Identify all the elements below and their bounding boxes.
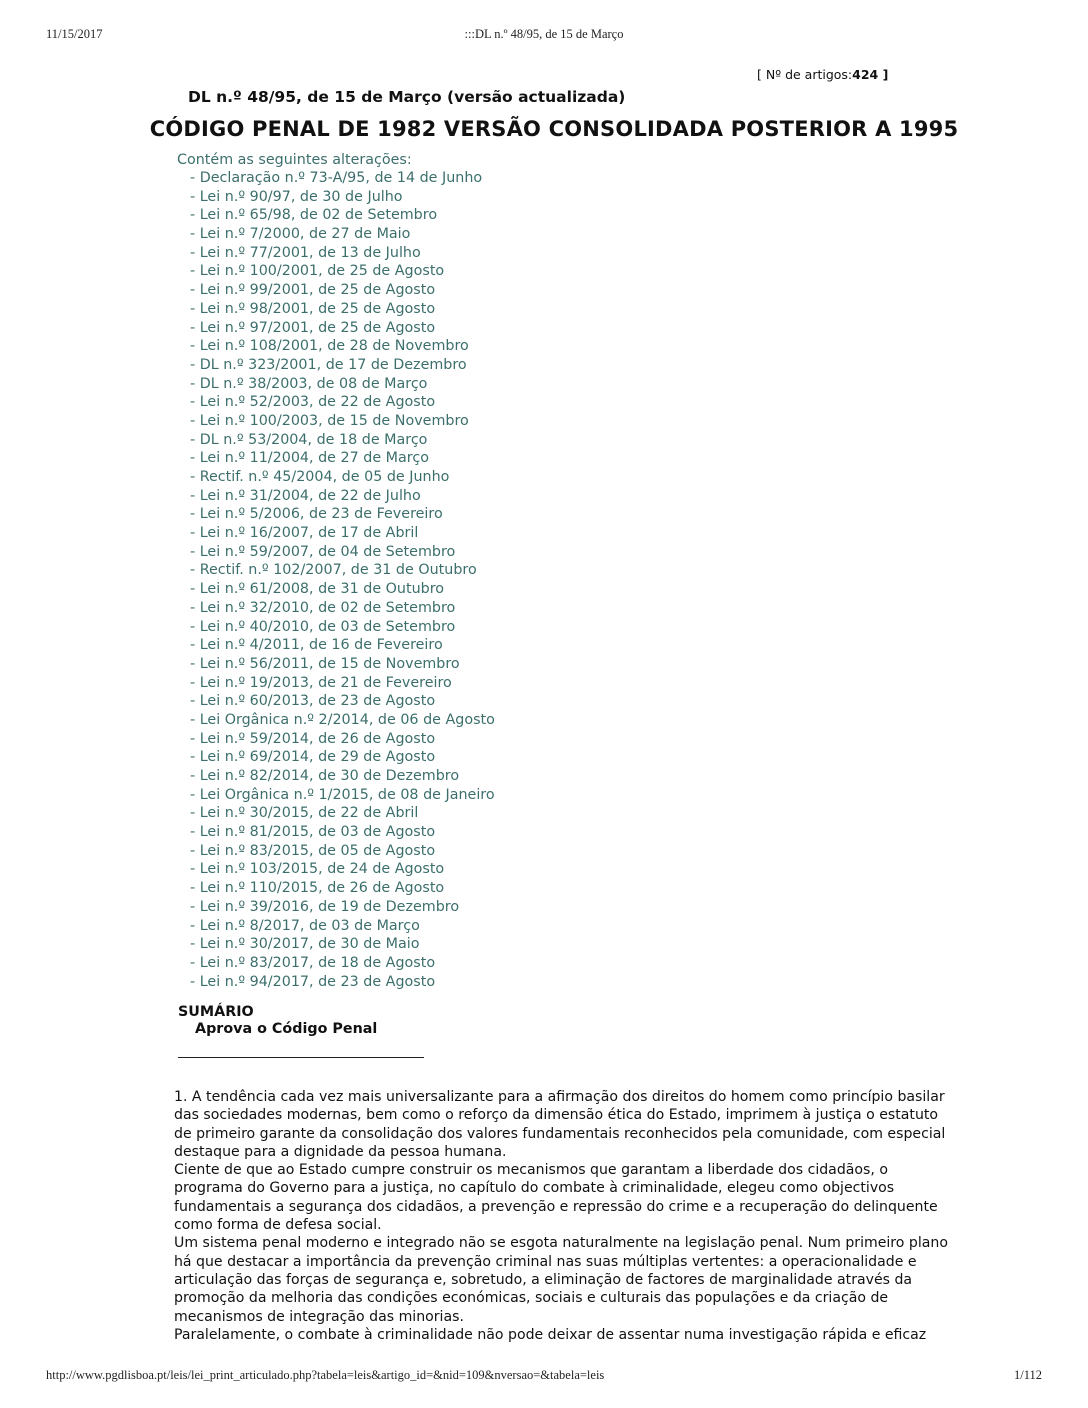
amendment-link[interactable]: - Lei n.º 16/2007, de 17 de Abril (190, 525, 419, 542)
decree-title: DL n.º 48/95, de 15 de Março (versão actualizada) (188, 88, 626, 106)
amendment-link[interactable]: - Rectif. n.º 45/2004, de 05 de Junho (190, 469, 450, 485)
page-title: CÓDIGO PENAL DE 1982 VERSÃO CONSOLIDADA POSTERIOR A 1995 (149, 117, 959, 141)
amendment-link[interactable]: - Lei n.º 69/2014, de 29 de Agosto (190, 749, 436, 766)
amendment-link[interactable]: - Lei n.º 90/97, de 30 de Julho (190, 188, 403, 205)
print-page-title: :::DL n.º 48/95, de 15 de Março (464, 27, 624, 41)
amendment-link[interactable]: - DL n.º 323/2001, de 17 de Dezembro (190, 356, 467, 373)
preamble-paragraph: Um sistema penal moderno e integrado não se esgota naturalmente na legislação penal. Num primeiro plano há que destacar a importância da prevenção criminal nas suas múltiplas vertentes: a operacionalidade e articulação das forças de segurança e, sobretudo, a eliminação de factores de marginalidade através da promoção da melhoria das condições económicas, sociais e culturais das populações e da criação de mecanismos de integração das minorias. (174, 1235, 948, 1325)
amendment-link[interactable]: - Lei n.º 19/2013, de 21 de Fevereiro (190, 674, 452, 691)
article-count-value: 424 ] (852, 67, 889, 82)
print-url: http://www.pgdlisboa.pt/leis/lei_print_articulado.php?tabela=leis&artigo_id=&nid=109&nversao=&tabela=leis (46, 1368, 605, 1382)
amendment-link[interactable]: - Lei n.º 108/2001, de 28 de Novembro (190, 338, 469, 355)
divider (178, 1057, 424, 1058)
print-date: 11/15/2017 (46, 27, 103, 41)
amendment-link[interactable]: - Lei n.º 59/2014, de 26 de Agosto (190, 730, 436, 747)
amendments-section (177, 151, 495, 991)
amendment-link[interactable]: - Lei n.º 77/2001, de 13 de Julho (190, 244, 421, 261)
amendment-link[interactable]: - Lei n.º 5/2006, de 23 de Fevereiro (190, 506, 443, 523)
amendment-link[interactable]: - Lei n.º 99/2001, de 25 de Agosto (190, 282, 436, 299)
amendment-link[interactable]: - Lei n.º 65/98, de 02 de Setembro (190, 207, 438, 224)
amendments-heading: Contém as seguintes alterações: (177, 152, 412, 168)
amendment-link[interactable]: - Lei n.º 60/2013, de 23 de Agosto (190, 693, 436, 710)
amendment-link[interactable]: - Lei n.º 40/2010, de 03 de Setembro (190, 618, 456, 635)
summary-section (178, 1004, 377, 1037)
amendment-link[interactable]: - Lei n.º 56/2011, de 15 de Novembro (190, 655, 460, 672)
amendment-link[interactable]: - Lei n.º 83/2015, de 05 de Agosto (190, 842, 436, 859)
amendment-link[interactable]: - Lei n.º 31/2004, de 22 de Julho (190, 487, 421, 504)
amendment-link[interactable]: - Lei n.º 4/2011, de 16 de Fevereiro (190, 637, 443, 654)
preamble-paragraph: 1. A tendência cada vez mais universalizante para a afirmação dos direitos do homem como princípio basilar das sociedades modernas, bem como o reforço da dimensão ética do Estado, imprimem à justiça o estatuto de primeiro garante da consolidação dos valores fundamentais reconhecidos pela comunidade, com especial destaque para a dignidade da pessoa humana. (174, 1089, 946, 1160)
preamble-text (174, 1088, 954, 1344)
amendment-link[interactable]: - Lei n.º 30/2017, de 30 de Maio (190, 936, 420, 953)
amendment-link[interactable]: - Lei n.º 94/2017, de 23 de Agosto (190, 973, 436, 990)
article-count (757, 67, 888, 82)
summary-text: Aprova o Código Penal (195, 1021, 378, 1037)
amendment-link[interactable]: - Lei n.º 100/2003, de 15 de Novembro (190, 412, 469, 429)
amendment-link[interactable]: - Lei Orgânica n.º 1/2015, de 08 de Janeiro (190, 786, 495, 803)
page-number: 1/112 (1013, 1368, 1042, 1382)
amendment-link[interactable]: - Lei n.º 83/2017, de 18 de Agosto (190, 954, 436, 971)
preamble-paragraph: Ciente de que ao Estado cumpre construir os mecanismos que garantam a liberdade dos cidadãos, o programa do Governo para a justiça, no capítulo do combate à criminalidade, elegeu como objectivos fundamentais a segurança dos cidadãos, a prevenção e repressão do crime e a recuperação do delinquente como forma de defesa social. (174, 1162, 938, 1234)
amendment-link[interactable]: - Lei n.º 110/2015, de 26 de Agosto (190, 880, 445, 897)
amendment-link[interactable]: - Lei n.º 100/2001, de 25 de Agosto (190, 263, 445, 280)
amendment-link[interactable]: - Lei n.º 7/2000, de 27 de Maio (190, 226, 411, 243)
amendment-link[interactable]: - Lei n.º 8/2017, de 03 de Março (190, 917, 420, 934)
amendment-link[interactable]: - Lei n.º 103/2015, de 24 de Agosto (190, 861, 445, 878)
amendment-link[interactable]: - Rectif. n.º 102/2007, de 31 de Outubro (190, 562, 477, 579)
article-count-label: [ Nº de artigos: (757, 67, 853, 82)
amendment-link[interactable]: - Lei n.º 52/2003, de 22 de Agosto (190, 394, 436, 411)
amendment-link[interactable]: - Declaração n.º 73-A/95, de 14 de Junho (190, 170, 483, 186)
amendment-link[interactable]: - Lei n.º 97/2001, de 25 de Agosto (190, 319, 436, 336)
amendment-link[interactable]: - Lei n.º 82/2014, de 30 de Dezembro (190, 768, 460, 784)
amendment-link[interactable]: - DL n.º 38/2003, de 08 de Março (190, 375, 428, 392)
amendment-link[interactable]: - Lei n.º 39/2016, de 19 de Dezembro (190, 898, 460, 915)
amendment-link[interactable]: - Lei n.º 30/2015, de 22 de Abril (190, 805, 419, 822)
amendments-list (177, 169, 495, 991)
amendment-link[interactable]: - Lei n.º 61/2008, de 31 de Outubro (190, 581, 445, 598)
amendment-link[interactable]: - Lei n.º 32/2010, de 02 de Setembro (190, 599, 456, 616)
amendment-link[interactable]: - Lei n.º 11/2004, de 27 de Março (190, 450, 429, 467)
summary-label: SUMÁRIO (178, 1004, 254, 1020)
amendment-link[interactable]: - Lei Orgânica n.º 2/2014, de 06 de Agosto (190, 711, 495, 728)
preamble-paragraph: Paralelamente, o combate à criminalidade não pode deixar de assentar numa investigação rápida e eficaz (174, 1326, 927, 1343)
amendment-link[interactable]: - Lei n.º 81/2015, de 03 de Agosto (190, 824, 436, 841)
amendment-link[interactable]: - Lei n.º 98/2001, de 25 de Agosto (190, 300, 436, 317)
amendment-link[interactable]: - DL n.º 53/2004, de 18 de Março (190, 431, 428, 448)
amendment-link[interactable]: - Lei n.º 59/2007, de 04 de Setembro (190, 543, 456, 560)
